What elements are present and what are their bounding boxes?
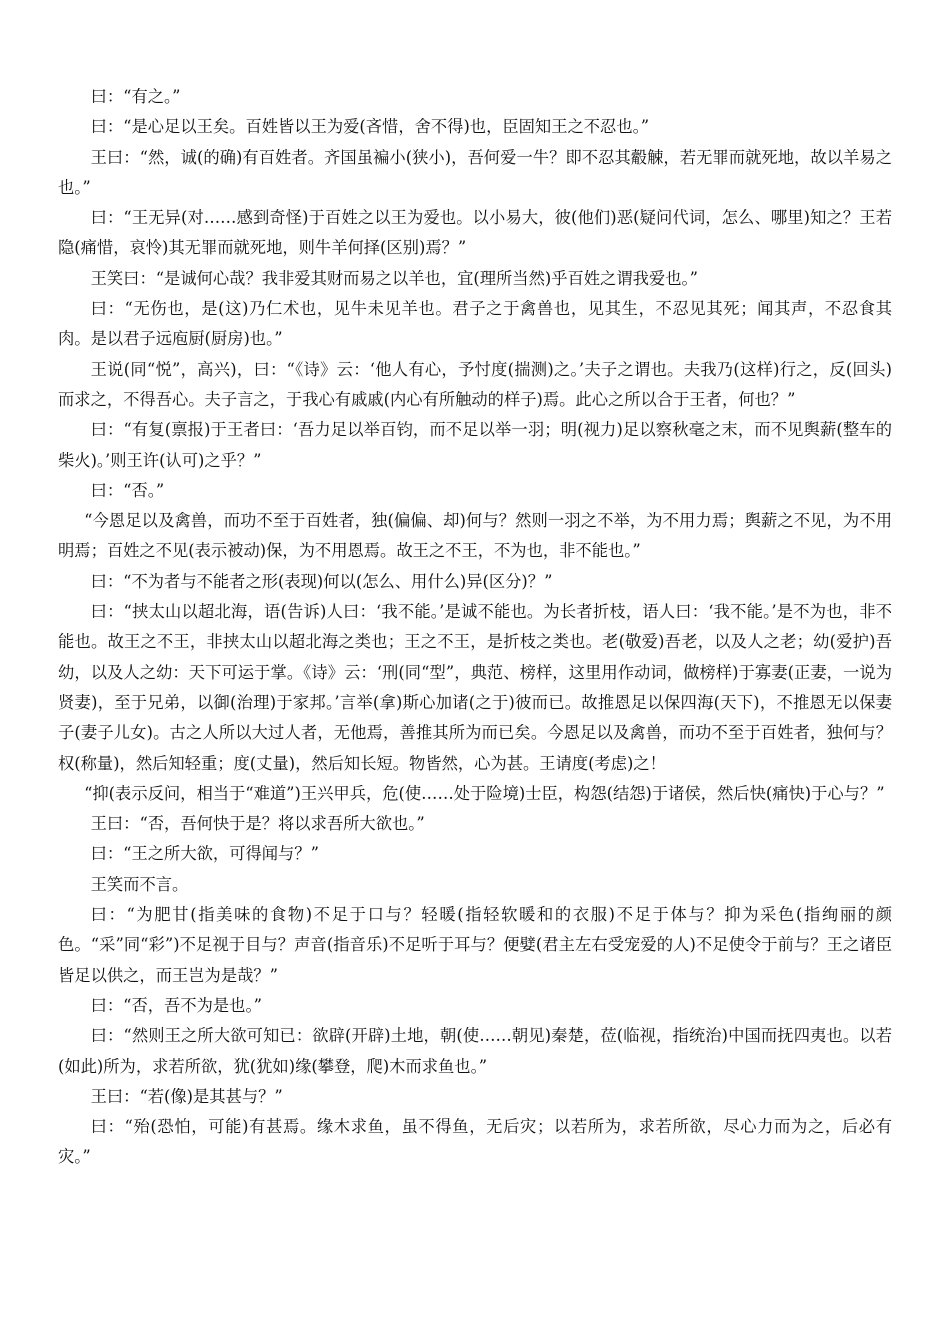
paragraph-15: 曰：“王之所大欲，可得闻与？” [90,844,319,864]
paragraph-10: “今恩足以及禽兽，而功不至于百姓者，独(偏偏、却)何与？然则一羽之不举，为不用力焉；舆薪之不见，为不用明焉；百姓之不见(表示被动)保，为不用恩焉。故王之不王，不为也，非不能也。” [58,511,892,561]
paragraph-5: 王笑曰：“是诚何心哉？我非爱其财而易之以羊也，宜(理所当然)乎百姓之谓我爱也。” [90,268,698,288]
paragraph-11: 曰：“不为者与不能者之形(表现)何以(怎么、用什么)异(区分)？” [90,571,553,591]
paragraph-19: 曰：“然则王之所大欲可知已：欲辟(开辟)土地，朝(使……朝见)秦楚，莅(临视，指统治)中国而抚四夷也。以若(如此)所为，求若所欲，犹(犹如)缘(攀登，爬)木而求鱼也。” [58,1026,892,1076]
paragraph-7: 王说(同“悦”，高兴)，曰：“《诗》云：‘他人有心，予忖度(揣测)之。’夫子之谓也。夫我乃(这样)行之，反(回头)而求之，不得吾心。夫子言之，于我心有戚戚(内心有所触动的样子)焉。此心之所以合于王者，何也？” [58,359,892,409]
paragraph-6: 曰：“无伤也，是(这)乃仁术也，见牛未见羊也。君子之于禽兽也，见其生，不忍见其死；闻其声，不忍食其肉。是以君子远庖厨(厨房)也。” [58,299,892,349]
paragraph-12: 曰：“挟太山以超北海，语(告诉)人曰：‘我不能。’是诚不能也。为长者折枝，语人曰：‘我不能。’是不为也，非不能也。故王之不王，非挟太山以超北海之类也；王之不王，是折枝之类也。老(敬爱)吾老，以及人之老；幼(爱护)吾幼，以及人之幼：天下可运于掌。《诗》云：‘刑(同“型”，典范、榜样，这里用作动词，做榜样)于寡妻(正妻，一说为贤妻)，至于兄弟，以御(治理)于家邦。’言举(拿)斯心加诸(之于)彼而已。故推恩足以保四海(天下)，不推恩无以保妻子(妻子儿女)。古之人所以大过人者，无他焉，善推其所为而已矣。今恩足以及禽兽，而功不至于百姓者，独何与？权(称量)，然后知轻重；度(丈量)，然后知长短。物皆然，心为甚。王请度(考虑)之！ [58,602,892,773]
paragraph-3: 王曰：“然，诚(的确)有百姓者。齐国虽褊小(狭小)，吾何爱一牛？即不忍其觳觫，若无罪而就死地，故以羊易之也。” [58,147,892,197]
paragraph-18: 曰：“否，吾不为是也。” [90,995,262,1015]
paragraph-1: 曰：“有之。” [90,87,181,106]
paragraph-21: 曰：“殆(恐怕，可能)有甚焉。缘木求鱼，虽不得鱼，无后灾；以若所为，求若所欲，尽心力而为之，后必有灾。” [58,1117,892,1167]
paragraph-4: 曰：“王无异(对……感到奇怪)于百姓之以王为爱也。以小易大，彼(他们)恶(疑问代词，怎么、哪里)知之？王若隐(痛惜，哀怜)其无罪而就死地，则牛羊何择(区别)焉？” [58,208,892,258]
paragraph-8: 曰：“有复(禀报)于王者曰：‘吾力足以举百钧，而不足以举一羽；明(视力)足以察秋毫之末，而不见舆薪(整车的柴火)。’则王许(认可)之乎？” [58,420,892,470]
paragraph-9: 曰：“否。” [90,480,165,500]
paragraph-13: “抑(表示反问，相当于“难道”)王兴甲兵，危(使……处于险境)士臣，构怨(结怨)于诸侯，然后快(痛快)于心与？” [84,783,885,803]
paragraph-20: 王曰：“若(像)是其甚与？” [90,1086,283,1106]
paragraph-17: 曰：“为肥甘(指美味的食物)不足于口与？轻暖(指轻软暖和的衣服)不足于体与？抑为采色(指绚丽的颜色。“采”同“彩”)不足视于目与？声音(指音乐)不足听于耳与？便嬖(君主左右受宠爱的人)不足使令于前与？王之诸臣皆足以供之，而王岂为是哉？” [58,905,892,985]
paragraph-14: 王曰：“否，吾何快于是？将以求吾所大欲也。” [90,814,425,834]
paragraph-2: 曰：“是心足以王矣。百姓皆以王为爱(吝惜，舍不得)也，臣固知王之不忍也。” [90,117,650,137]
paragraph-16: 王笑而不言。 [90,874,189,894]
